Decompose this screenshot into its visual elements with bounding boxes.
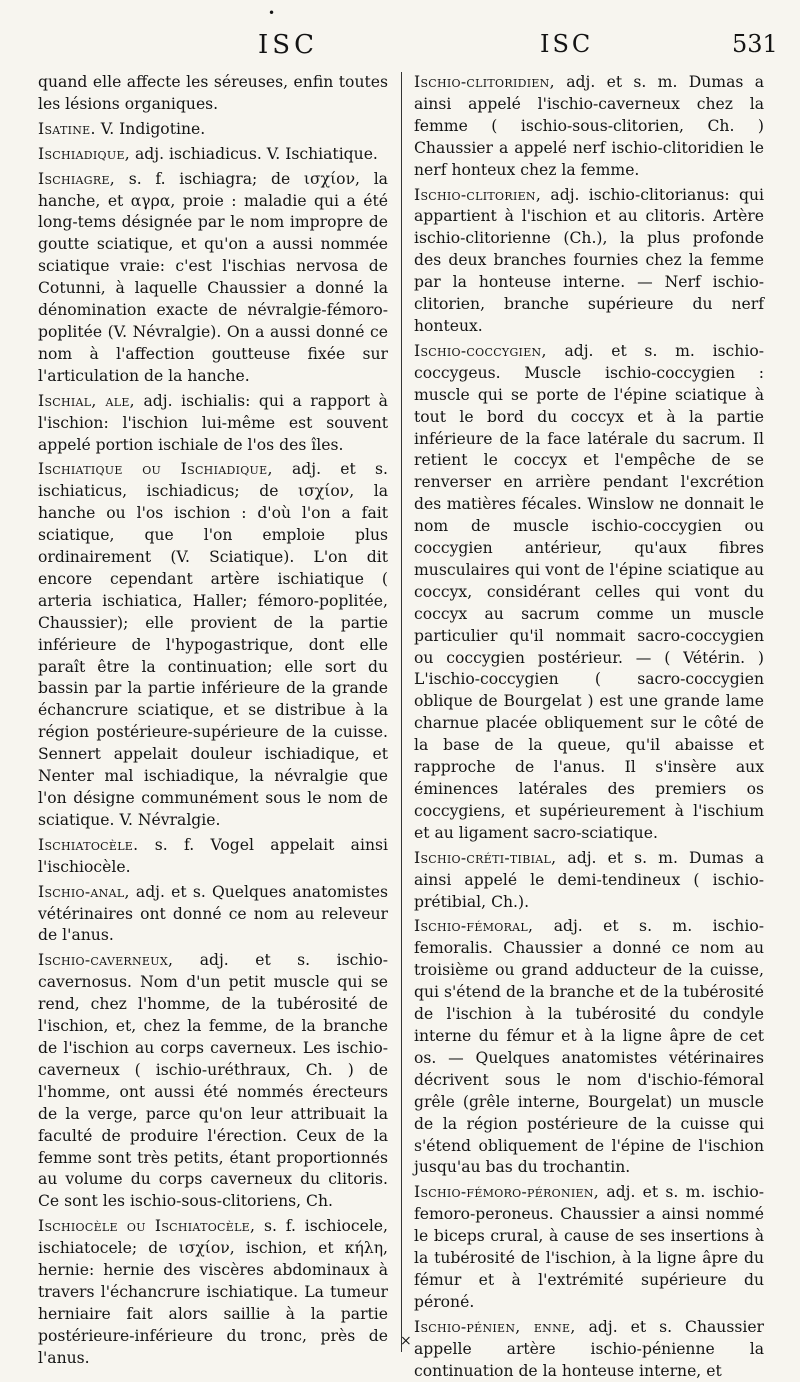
entry-text: adj. ischialis: qui a rapport à l'ischion: l'ischion lui-même est souvent appelé portion ischiale de l'os des îles. [38, 391, 388, 454]
entry-text: adj. et s. m. Dumas a ainsi appelé le demi-tendineux ( ischio-prétibial, Ch.). [414, 848, 764, 911]
entry-headword: Ischio-pénien, enne, [414, 1317, 576, 1336]
entry-headword: Ischio-coccygien, [414, 341, 547, 360]
header-left-guide-word: ISC [258, 30, 318, 60]
entry-text: quand elle affecte les séreuses, enfin toutes les lésions organiques. [38, 73, 388, 113]
dictionary-entry [38, 119, 388, 141]
entry-headword: Ischiagre, [38, 169, 116, 188]
entry-headword: Ischiatique ou Ischiadique, [38, 460, 273, 479]
dictionary-entry [414, 72, 764, 182]
dictionary-entry [38, 169, 388, 388]
entry-headword: Isatine. [38, 119, 96, 138]
running-head [0, 30, 800, 70]
entry-text: adj. et s. m. Dumas a ainsi appelé l'ischio-caverneux chez la femme ( ischio-sous-clitorien, Ch. ) Chaussier a appelé nerf ischio-clitoridien le nerf honteux chez la femme. [414, 73, 764, 179]
dictionary-entry [38, 459, 388, 831]
dictionary-entry [414, 1182, 764, 1313]
page-number: 531 [732, 30, 778, 58]
column-divider [401, 72, 402, 1352]
dictionary-entry [38, 391, 388, 457]
entry-headword: Ischial, ale, [38, 391, 135, 410]
entry-headword: Ischiatocèle. [38, 835, 139, 854]
entry-text: adj. ischiadicus. V. Ischiatique. [135, 144, 378, 163]
entry-headword: Ischio-fémoral, [414, 917, 534, 936]
entry-headword: Ischio-fémoro-péronien, [414, 1183, 600, 1202]
dictionary-entry [38, 72, 388, 116]
dictionary-entry [414, 341, 764, 845]
entry-text: adj. et s. Chaussier appelle artère ischio-pénienne la continuation de la honteuse interne, et [414, 1317, 764, 1380]
top-mark: • [268, 6, 276, 20]
dictionary-entry [38, 144, 388, 166]
entry-headword: Ischio-caverneux, [38, 951, 174, 970]
right-column [414, 72, 764, 1380]
entry-text: s. f. Vogel appelait ainsi l'ischiocèle. [38, 835, 388, 876]
entry-headword: Ischio-clitorien, [414, 185, 542, 204]
dictionary-entry [38, 882, 388, 948]
bottom-mark: × [400, 1333, 412, 1349]
entry-text: adj. et s. ischio-cavernosus. Nom d'un petit muscle qui se rend, chez l'homme, de la tubérosité de l'ischion, et, chez la femme, de la branche de l'ischion au corps caverneux. Les ischio-caverneux ( ischio-uréthraux, Ch. ) de l'homme, ont aussi été nommés érecteurs de la verge, parce qu'on leur attribuait la faculté de produire l'érection. Ceux de la femme sont très petits, étant proportionnés au volume du corps caverneux du clitoris. Ce sont les ischio-sous-clitoriens, Ch. [38, 951, 388, 1211]
entry-headword: Ischio-clitoridien, [414, 73, 555, 91]
entry-text: adj. et s. m. ischio-femoralis. Chaussier a donné ce nom au troisième ou grand adducteur de la cuisse, qui s'étend de la branche et de la tubérosité de l'ischion à la tubérosité du condyle interne du fémur et à la ligne âpre de cet os. — Quelques anatomistes vétérinaires décrivent sous le nom d'ischio-fémoral grêle (grêle interne, Bourgelat) un muscle de la région postérieure de la cuisse qui s'étend obliquement de l'épine de l'ischion jusqu'au bas du trochantin. [414, 917, 764, 1177]
dictionary-entry [38, 950, 388, 1213]
entry-text: s. f. ischiocele, ischiatocele; de ισχίον, ischion, et κήλη, hernie: hernie des viscères abdominaux à travers l'échancrure ischiatique. La tumeur herniaire fait alors saillie à la partie postérieure-inférieure du tronc, près de l'anus. [38, 1217, 388, 1367]
dictionary-entry [414, 916, 764, 1179]
entry-headword: Ischiadique, [38, 144, 131, 163]
dictionary-entry [38, 1216, 388, 1369]
entry-headword: Ischio-anal, [38, 882, 130, 901]
entry-text: adj. et s. Quelques anatomistes vétérinaires ont donné ce nom au releveur de l'anus. [38, 882, 388, 945]
entry-text: s. f. ischiagra; de ισχίον, la hanche, et αγρα, proie : maladie qui a été long-tems désignée par le nom impropre de goutte sciatique, et qu'on a aussi nommée sciatique vraie: c'est l'ischias nervosa de Cotunni, à laquelle Chaussier a donné la dénomination exacte de névralgie-fémoro-poplitée (V. Névralgie). On a aussi donné ce nom à l'affection goutteuse fixée sur l'articulation de la hanche. [38, 169, 388, 385]
dictionary-entry [414, 185, 764, 338]
dictionary-entry [414, 848, 764, 914]
entry-text: adj. et s. m. ischio-femoro-peroneus. Chaussier a ainsi nommé le biceps crural, à cause de ses insertions à la tubérosité de l'ischion, à la ligne âpre du fémur et à l'extrémité supérieure du péroné. [414, 1183, 764, 1311]
entry-text: adj. ischio-clitorianus: qui appartient à l'ischion et au clitoris. Artère ischio-clitorienne (Ch.), la plus profonde des deux branches fournies chez la femme par la honteuse interne. — Nerf ischio-clitorien, branche supérieure du nerf honteux. [414, 185, 764, 335]
entry-text: adj. et s. ischiaticus, ischiadicus; de ισχίον, la hanche ou l'os ischion : d'où l'on a fait sciatique, que l'on emploie plus ordinairement (V. Sciatique). L'on dit encore cependant artère ischiatique ( arteria ischiatica, Haller; fémoro-poplitée, Chaussier); elle provient de la partie inférieure de l'hypogastrique, dont elle paraît être la continuation; elle sort du bassin par la partie inférieure de la grande échancrure sciatique, et se distribue à la région postérieure-supérieure de la cuisse. Sennert appelait douleur ischiadique, et Nenter mal ischiadique, la névralgie que l'on désigne communément sous le nom de sciatique. V. Névralgie. [38, 460, 388, 829]
dictionary-entry [414, 1317, 764, 1382]
entry-text: adj. et s. m. ischio-coccygeus. Muscle ischio-coccygien : muscle qui se porte de l'épine sciatique à tout le bord du coccyx et à la partie inférieure de la face latérale du sacrum. Il retient le coccyx et l'empêche de se renverser en arrière pendant l'excrétion des matières fécales. Winslow ne donnait le nom de muscle ischio-coccygien ou coccygien antérieur, qu'aux fibres musculaires qui vont de l'épine sciatique au coccyx, considérant celles qui vont du coccyx au sacrum comme un muscle particulier qu'il nommait sacro-coccygien ou coccygien postérieur. — ( Vétérin. ) L'ischio-coccygien ( sacro-coccygien oblique de Bourgelat ) est une grande lame charnue placée obliquement sur le côté de la base de la queue, qu'il abaisse et rapproche de l'anus. Il s'insère aux éminences latérales des premiers os coccygiens, et supérieurement à l'ischium et au ligament sacro-sciatique. [414, 341, 764, 842]
dictionary-entry [38, 835, 388, 879]
left-column [38, 72, 388, 1367]
entry-text: V. Indigotine. [100, 119, 206, 138]
entry-headword: Ischiocèle ou Ischiatocèle, [38, 1217, 256, 1236]
header-right-guide-word: ISC [540, 30, 594, 58]
entry-headword: Ischio-créti-tibial, [414, 848, 557, 867]
